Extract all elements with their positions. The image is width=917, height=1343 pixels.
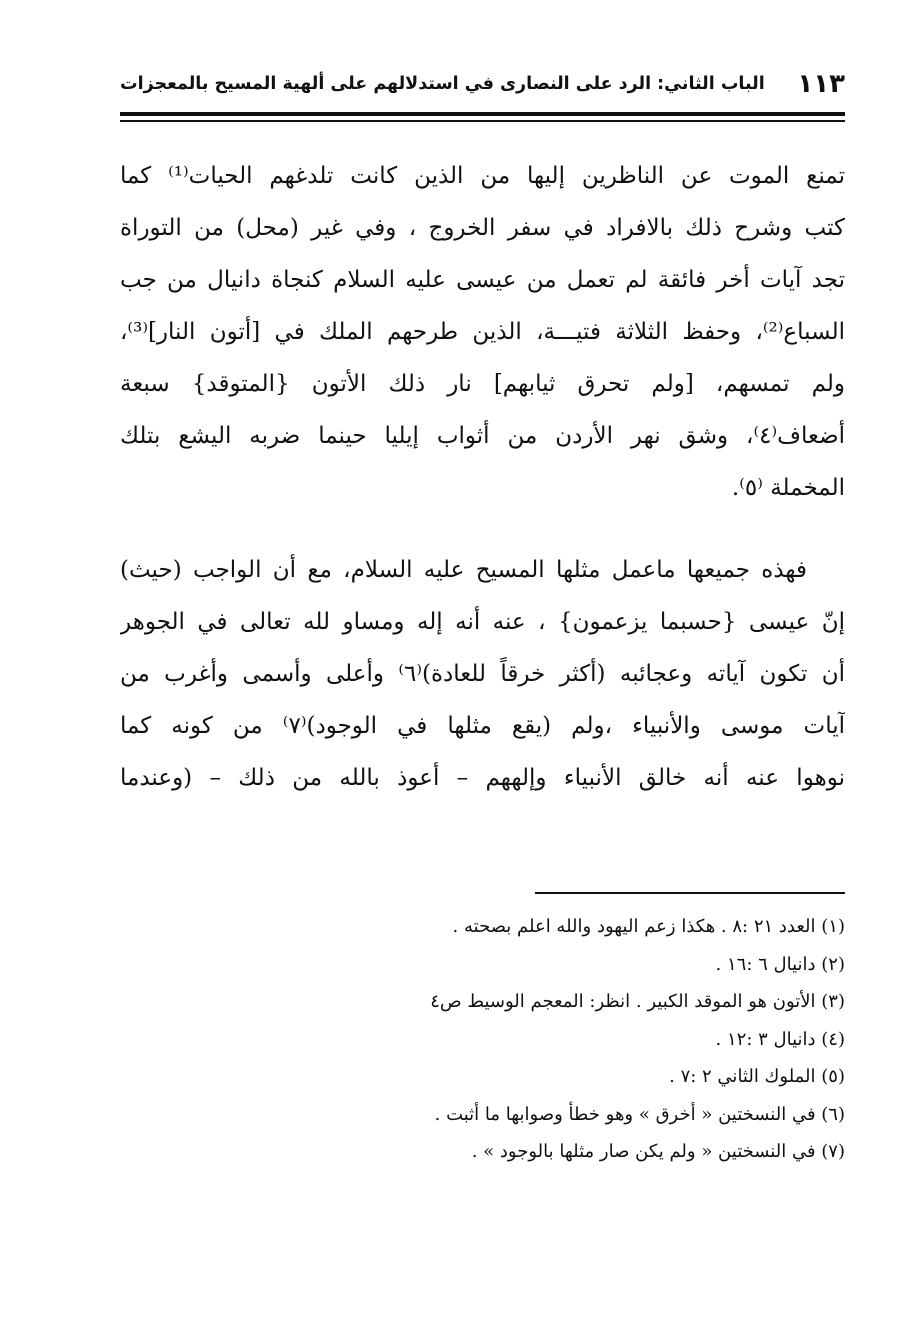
- running-title: الباب الثاني: الرد على النصارى في استدلالهم على ألهية المسيح بالمعجزات: [120, 74, 765, 94]
- text-line: أضعاف⁽٤⁾، وشق نهر الأردن من أثواب إيليا حينما ضربه اليشع بتلك: [120, 423, 845, 449]
- footnotes: [120, 908, 845, 1171]
- paragraph-1: [120, 150, 845, 514]
- text-line: كتب وشرح ذلك بالافراد في سفر الخروج ، وفي غير (محل) من التوراة: [120, 215, 845, 241]
- footnote: (٣) الأتون هو الموقد الكبير . انظر: المعجم الوسيط ص٤: [430, 991, 845, 1012]
- text-line: أن تكون آياته وعجائبه (أكثر خرقاً للعادة)⁽٦⁾ وأعلى وأسمى وأغرب من: [120, 661, 845, 687]
- footnote: (٤) دانيال ٣ :١٢ .: [715, 1028, 845, 1050]
- text-line: المخملة ⁽٥⁾.: [731, 475, 845, 501]
- footnote-separator: [535, 892, 845, 894]
- footnote: (٥) الملوك الثاني ٢ :٧ .: [669, 1066, 845, 1087]
- header-rule-thin: [120, 120, 845, 122]
- text-line: تجد آيات أخر فائقة لم تعمل من عيسى عليه السلام كنجاة دانيال من جب: [120, 267, 845, 293]
- text-line: تمنع الموت عن الناظرين إليها من الذين كانت تلدغهم الحيات⁽¹⁾ كما: [120, 163, 845, 189]
- text-line: نوهوا عنه أنه خالق الأنبياء وإلههم – أعوذ بالله من ذلك – (وعندما: [120, 765, 845, 791]
- page-number: ١١٣: [797, 69, 845, 99]
- paragraph-2: [120, 544, 845, 804]
- text-line: فهذه جميعها ماعمل مثلها المسيح عليه السلام، مع أن الواجب (حيث): [120, 557, 807, 583]
- footnote: (٦) في النسختين « أخرق » وهو خطأ وصوابها ما أثبت .: [434, 1103, 845, 1125]
- footnote: (٧) في النسختين « ولم يكن صار مثلها بالوجود » .: [471, 1141, 845, 1162]
- text-line: ولم تمسهم، [ولم تحرق ثيابهم] نار ذلك الأتون {المتوقد} سبعة: [120, 371, 845, 397]
- header-rule-thick: [120, 112, 845, 116]
- text-line: آيات موسى والأنبياء ،ولم (يقع مثلها في الوجود)⁽٧⁾ من كونه كما: [120, 713, 845, 739]
- main-text: [120, 150, 845, 804]
- page-header: [120, 62, 845, 106]
- text-line: إنّ عيسى {حسبما يزعمون} ، عنه أنه إله ومساو لله تعالى في الجوهر: [120, 609, 845, 635]
- text-line: السباع⁽²⁾، وحفظ الثلاثة فتيـــة، الذين طرحهم الملك في [أتون النار]⁽³⁾،: [120, 319, 845, 345]
- footnote: (٢) دانيال ٦ :١٦ .: [715, 953, 845, 975]
- footnote: (١) العدد ٢١ :٨ . هكذا زعم اليهود والله اعلم بصحته .: [452, 916, 845, 937]
- paragraph-gap: [120, 514, 845, 544]
